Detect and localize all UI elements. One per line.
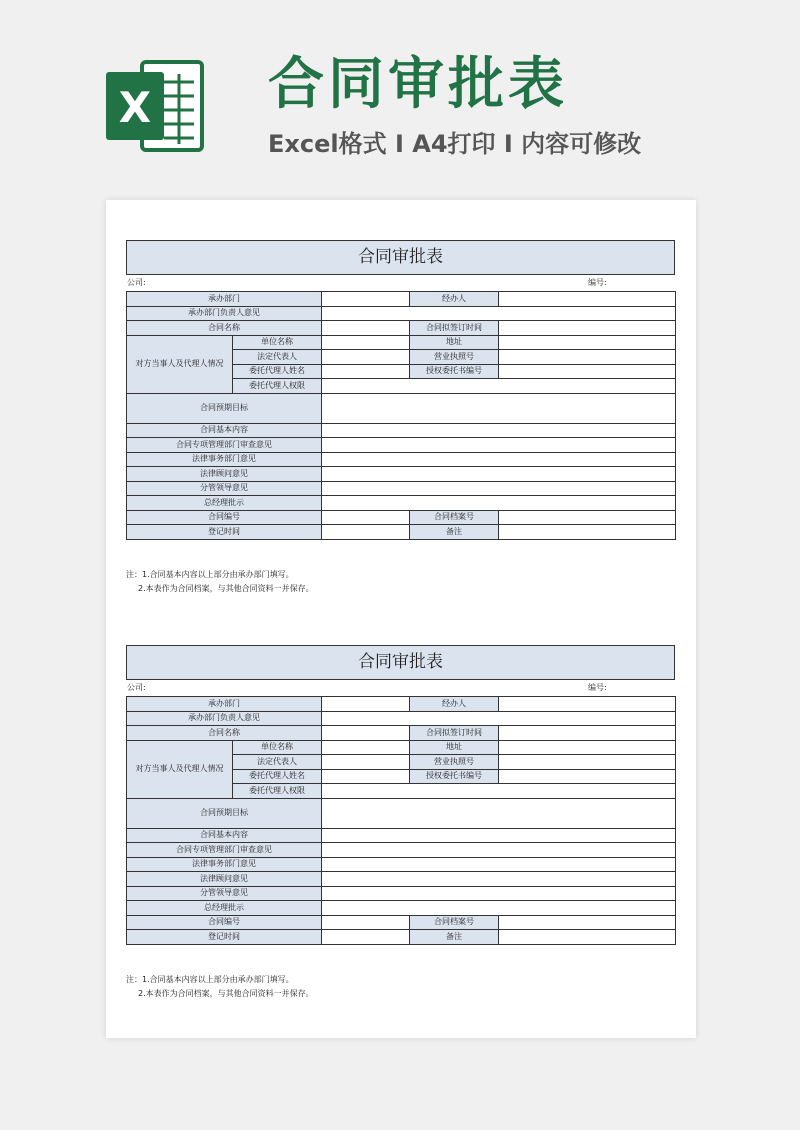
table-row	[127, 525, 676, 540]
counsel-opinion-value-cell[interactable]	[322, 872, 676, 887]
agent-auth-value-cell[interactable]	[322, 784, 676, 799]
table-row	[127, 321, 676, 336]
page-title: 合同审批表	[268, 52, 568, 117]
agent-auth-value-cell[interactable]	[322, 379, 676, 394]
note-line-1: 注：1.合同基本内容以上部分由承办部门填写。	[126, 975, 294, 984]
handler-label: 经办人	[410, 292, 499, 307]
legal-rep-value-cell[interactable]	[322, 755, 410, 770]
archive-no-value-cell[interactable]	[499, 510, 676, 525]
unit-name-value-cell[interactable]	[322, 740, 410, 755]
address-value-cell[interactable]	[499, 335, 676, 350]
form-notes-2	[126, 973, 314, 1001]
gm-instruction-label: 总经理批示	[127, 496, 322, 511]
register-time-label: 登记时间	[127, 525, 322, 540]
table-row	[127, 798, 676, 828]
number-label: 编号:	[588, 683, 607, 692]
address-label: 地址	[410, 740, 499, 755]
goal-value-cell[interactable]	[322, 393, 676, 423]
content-value-cell[interactable]	[322, 828, 676, 843]
goal-label: 合同预期目标	[127, 798, 322, 828]
counsel-opinion-label: 法律顾问意见	[127, 872, 322, 887]
table-row	[127, 711, 676, 726]
dept-label: 承办部门	[127, 697, 322, 712]
dept-opinion-label: 承办部门负责人意见	[127, 306, 322, 321]
contract-no-value-cell[interactable]	[322, 915, 410, 930]
sign-time-label: 合同拟签订时间	[410, 726, 499, 741]
auth-no-label: 授权委托书编号	[410, 364, 499, 379]
contract-name-label: 合同名称	[127, 726, 322, 741]
legal-rep-value-cell[interactable]	[322, 350, 410, 365]
leader-opinion-value-cell[interactable]	[322, 481, 676, 496]
dept-value-cell[interactable]	[322, 697, 410, 712]
gm-instruction-label: 总经理批示	[127, 901, 322, 916]
content-label: 合同基本内容	[127, 828, 322, 843]
mgmt-opinion-value-cell[interactable]	[322, 438, 676, 453]
license-no-label: 营业执照号	[410, 755, 499, 770]
auth-no-value-cell[interactable]	[499, 364, 676, 379]
sign-time-value-cell[interactable]	[499, 321, 676, 336]
remark-label: 备注	[410, 930, 499, 945]
contract-no-label: 合同编号	[127, 510, 322, 525]
approval-form-2	[126, 645, 675, 945]
handler-value-cell[interactable]	[499, 697, 676, 712]
table-row	[127, 292, 676, 307]
handler-label: 经办人	[410, 697, 499, 712]
register-time-value-cell[interactable]	[322, 930, 410, 945]
license-no-value-cell[interactable]	[499, 755, 676, 770]
mgmt-opinion-value-cell[interactable]	[322, 843, 676, 858]
legal-rep-label: 法定代表人	[233, 350, 322, 365]
agent-name-value-cell[interactable]	[322, 364, 410, 379]
agent-name-value-cell[interactable]	[322, 769, 410, 784]
dept-opinion-value-cell[interactable]	[322, 711, 676, 726]
table-row	[127, 843, 676, 858]
form-title: 合同审批表	[126, 645, 675, 680]
remark-value-cell[interactable]	[499, 930, 676, 945]
table-row	[127, 510, 676, 525]
goal-label: 合同预期目标	[127, 393, 322, 423]
dept-opinion-value-cell[interactable]	[322, 306, 676, 321]
table-row	[127, 915, 676, 930]
archive-no-label: 合同档案号	[410, 510, 499, 525]
legal-opinion-label: 法律事务部门意见	[127, 452, 322, 467]
table-row	[127, 306, 676, 321]
note-line-1: 注：1.合同基本内容以上部分由承办部门填写。	[126, 570, 294, 579]
handler-value-cell[interactable]	[499, 292, 676, 307]
agent-auth-label: 委托代理人权限	[233, 784, 322, 799]
table-row	[127, 740, 676, 755]
unit-name-label: 单位名称	[233, 335, 322, 350]
counsel-opinion-label: 法律顾问意见	[127, 467, 322, 482]
dept-value-cell[interactable]	[322, 292, 410, 307]
legal-rep-label: 法定代表人	[233, 755, 322, 770]
table-row	[127, 467, 676, 482]
table-row	[127, 901, 676, 916]
dept-label: 承办部门	[127, 292, 322, 307]
address-value-cell[interactable]	[499, 740, 676, 755]
contract-no-label: 合同编号	[127, 915, 322, 930]
unit-name-value-cell[interactable]	[322, 335, 410, 350]
agent-name-label: 委托代理人姓名	[233, 769, 322, 784]
page-subtitle: Excel格式 I A4打印 I 内容可修改	[268, 130, 642, 158]
logo-letter: X	[118, 83, 152, 132]
content-label: 合同基本内容	[127, 423, 322, 438]
paper-sheet	[106, 200, 696, 1038]
table-row	[127, 481, 676, 496]
register-time-label: 登记时间	[127, 930, 322, 945]
company-label: 公司:	[127, 683, 146, 692]
content-value-cell[interactable]	[322, 423, 676, 438]
party-label: 对方当事人及代理人情况	[127, 335, 233, 393]
counsel-opinion-value-cell[interactable]	[322, 467, 676, 482]
contract-name-value-cell[interactable]	[322, 726, 410, 741]
table-row	[127, 438, 676, 453]
party-label: 对方当事人及代理人情况	[127, 740, 233, 798]
gm-instruction-value-cell[interactable]	[322, 496, 676, 511]
legal-opinion-label: 法律事务部门意见	[127, 857, 322, 872]
approval-table	[126, 291, 676, 540]
table-row	[127, 930, 676, 945]
table-row	[127, 697, 676, 712]
note-line-2: 2.本表作为合同档案，与其他合同资料一并保存。	[138, 584, 314, 593]
dept-opinion-label: 承办部门负责人意见	[127, 711, 322, 726]
sign-time-value-cell[interactable]	[499, 726, 676, 741]
remark-value-cell[interactable]	[499, 525, 676, 540]
table-row	[127, 886, 676, 901]
contract-name-value-cell[interactable]	[322, 321, 410, 336]
auth-no-label: 授权委托书编号	[410, 769, 499, 784]
leader-opinion-label: 分管领导意见	[127, 481, 322, 496]
table-row	[127, 452, 676, 467]
goal-value-cell[interactable]	[322, 798, 676, 828]
gm-instruction-value-cell[interactable]	[322, 901, 676, 916]
form-meta	[126, 275, 675, 291]
table-row	[127, 857, 676, 872]
leader-opinion-value-cell[interactable]	[322, 886, 676, 901]
remark-label: 备注	[410, 525, 499, 540]
header	[0, 0, 800, 200]
agent-name-label: 委托代理人姓名	[233, 364, 322, 379]
table-row	[127, 828, 676, 843]
table-row	[127, 393, 676, 423]
contract-name-label: 合同名称	[127, 321, 322, 336]
approval-form-1	[126, 240, 675, 540]
register-time-value-cell[interactable]	[322, 525, 410, 540]
excel-logo-icon	[104, 58, 204, 154]
mgmt-opinion-label: 合同专项管理部门审查意见	[127, 843, 322, 858]
table-row	[127, 496, 676, 511]
legal-opinion-value-cell[interactable]	[322, 452, 676, 467]
table-row	[127, 726, 676, 741]
table-row	[127, 423, 676, 438]
archive-no-label: 合同档案号	[410, 915, 499, 930]
note-line-2: 2.本表作为合同档案，与其他合同资料一并保存。	[138, 989, 314, 998]
sign-time-label: 合同拟签订时间	[410, 321, 499, 336]
auth-no-value-cell[interactable]	[499, 769, 676, 784]
unit-name-label: 单位名称	[233, 740, 322, 755]
leader-opinion-label: 分管领导意见	[127, 886, 322, 901]
approval-table	[126, 696, 676, 945]
form-meta	[126, 680, 675, 696]
mgmt-opinion-label: 合同专项管理部门审查意见	[127, 438, 322, 453]
number-label: 编号:	[588, 278, 607, 287]
agent-auth-label: 委托代理人权限	[233, 379, 322, 394]
license-no-value-cell[interactable]	[499, 350, 676, 365]
license-no-label: 营业执照号	[410, 350, 499, 365]
archive-no-value-cell[interactable]	[499, 915, 676, 930]
legal-opinion-value-cell[interactable]	[322, 857, 676, 872]
contract-no-value-cell[interactable]	[322, 510, 410, 525]
table-row	[127, 872, 676, 887]
address-label: 地址	[410, 335, 499, 350]
company-label: 公司:	[127, 278, 146, 287]
form-title: 合同审批表	[126, 240, 675, 275]
table-row	[127, 335, 676, 350]
form-notes-1	[126, 568, 314, 596]
